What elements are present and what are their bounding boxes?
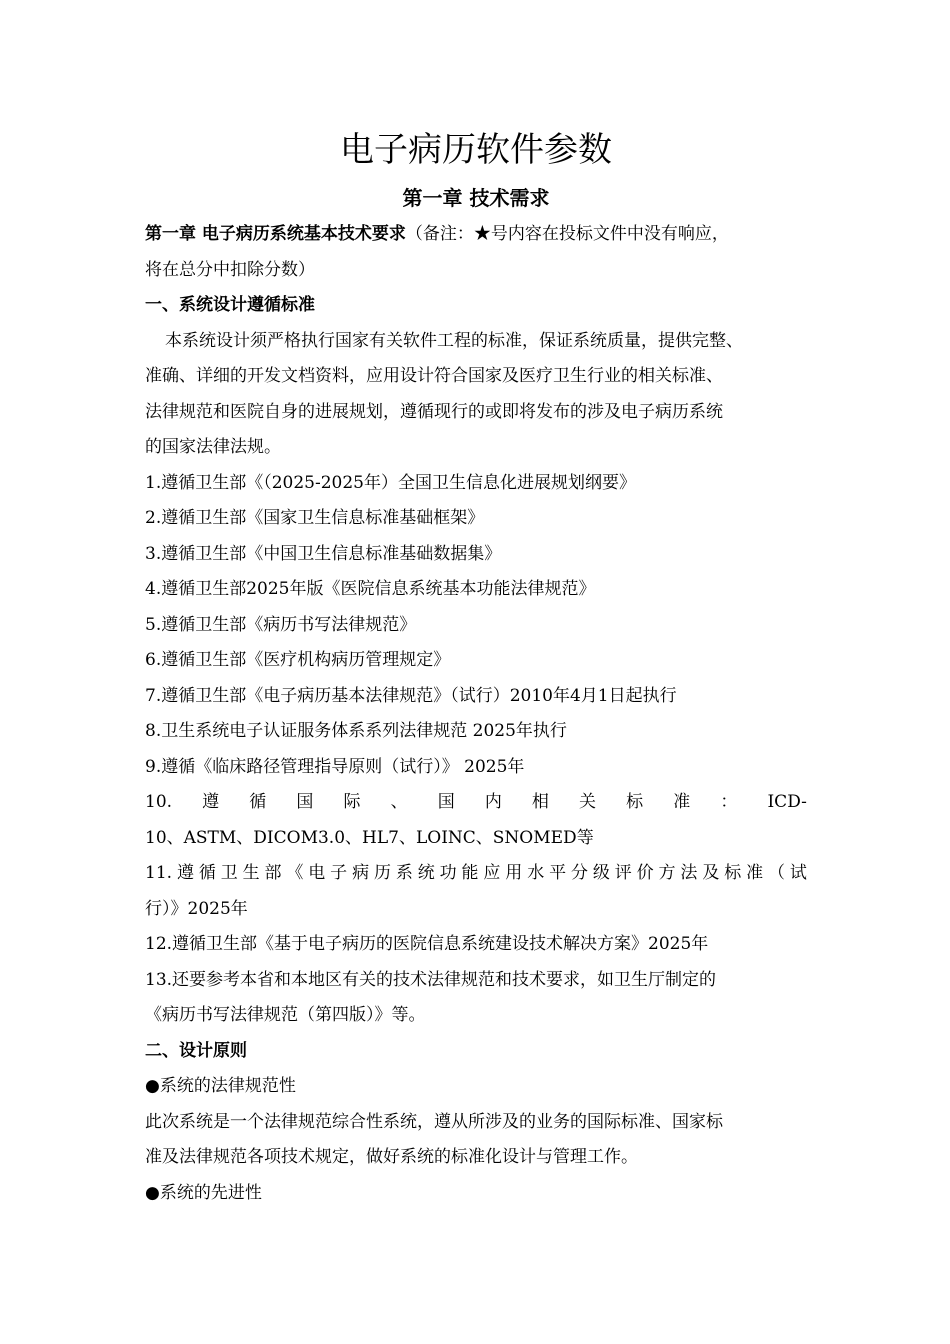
principle-1-title: ●系统的法律规范性 [145,1076,296,1096]
justified-char: 评 [614,863,632,883]
justified-char: 平 [549,863,567,883]
document-title: 电子病历软件参数 [340,130,612,170]
justified-char: 卫 [220,863,238,883]
standard-item-4: 4.遵循卫生部2025年版《医院信息系统基本功能法律规范》 [145,579,596,599]
justified-char: 国 [296,792,314,812]
standard-item-13-line2: 《病历书写法律规范（第四版）》等。 [145,1005,426,1025]
standard-item-5: 5.遵循卫生部《病历书写法律规范》 [145,614,417,635]
standard-item-8: 8.卫生系统电子认证服务体系系列法律规范 2025年执行 [145,721,567,741]
section1-body-line2: 准确、详细的开发文档资料，应用设计符合国家及医疗卫生行业的相关标准、 [145,366,723,386]
justified-char: 相 [531,792,549,812]
intro-paragraph-line2: 将在总分中扣除分数） [145,259,315,280]
principle-1-body-line2: 准及法律规范各项技术规定，做好系统的标准化设计与管理工作。 [145,1147,638,1167]
section2-heading: 二、设计原则 [145,1040,247,1061]
justified-char: ICD- [767,792,807,812]
standard-item-7: 7.遵循卫生部《电子病历基本法律规范》（试行）2010年4月1日起执行 [145,685,677,706]
standard-item-11-line1 [145,856,807,892]
justified-char: 循 [249,792,267,812]
justified-char: 标 [626,792,644,812]
justified-char: 子 [330,863,348,883]
standard-item-10-line2: 10、ASTM、DICOM3.0、HL7、LOINC、SNOMED等 [145,827,594,848]
justified-char: 方 [658,863,676,883]
justified-char: 准 [673,792,691,812]
justified-char: （ [767,863,785,883]
section1-body-line4: 的国家法律法规。 [145,437,281,457]
justified-char: 关 [579,792,597,812]
justified-char: 国 [437,792,455,812]
justified-char: 电 [308,863,326,883]
standard-item-13-line1: 13.还要参考本省和本地区有关的技术法律规范和技术要求，如卫生厅制定的 [145,969,717,990]
justified-char: 标 [724,863,742,883]
justified-char: 遵 [176,863,194,883]
justified-char: 准 [746,863,764,883]
justified-char: 生 [242,863,260,883]
justified-char: 功 [439,863,457,883]
standard-item-12: 12.遵循卫生部《基于电子病历的医院信息系统建设技术解决方案》2025年 [145,934,709,954]
standard-item-2: 2.遵循卫生部《国家卫生信息标准基础框架》 [145,508,485,528]
intro-bold-text: 第一章 电子病历系统基本技术要求 [145,224,406,244]
justified-char: 10. [145,792,173,812]
justified-char: 用 [505,863,523,883]
chapter-heading: 第一章 技术需求 [402,186,550,210]
justified-char: 《 [286,863,304,883]
justified-char: 11. [145,863,173,883]
justified-char: 系 [395,863,413,883]
justified-char: 循 [198,863,216,883]
justified-char: ： [720,792,738,812]
justified-char: 级 [592,863,610,883]
justified-char: 试 [789,863,807,883]
standard-item-9: 9.遵循《临床路径管理指导原则（试行）》 2025年 [145,756,525,777]
justified-char: 能 [461,863,479,883]
justified-char: 历 [373,863,391,883]
justified-char: 内 [484,792,502,812]
justified-char: 、 [390,792,408,812]
standard-item-10-line1 [145,785,807,821]
intro-paragraph-line1 [145,217,807,253]
section1-body-line1: 本系统设计须严格执行国家有关软件工程的标准，保证系统质量，提供完整、 [165,330,743,351]
document-page [145,125,807,1211]
justified-char: 价 [636,863,654,883]
justified-char: 统 [417,863,435,883]
section1-heading: 一、系统设计遵循标准 [145,295,315,315]
justified-char: 水 [527,863,545,883]
section1-body-line3: 法律规范和医院自身的进展规划，遵循现行的或即将发布的涉及电子病历系统 [145,401,723,422]
principle-2-title: ●系统的先进性 [145,1182,262,1203]
justified-char: 应 [483,863,501,883]
justified-char: 遵 [202,792,220,812]
standard-item-1: 1.遵循卫生部《（2025-2025年）全国卫生信息化进展规划纲要》 [145,472,636,493]
standard-item-6: 6.遵循卫生部《医疗机构病历管理规定》 [145,650,451,670]
justified-char: 部 [264,863,282,883]
standard-item-11-line2: 行）》2025年 [145,898,248,919]
justified-char: 病 [352,863,370,883]
standard-item-3: 3.遵循卫生部《中国卫生信息标准基础数据集》 [145,543,502,564]
justified-char: 法 [680,863,698,883]
intro-note-text: （备注：★号内容在投标文件中没有响应， [405,224,729,244]
justified-char: 及 [702,863,720,883]
justified-char: 分 [570,863,588,883]
principle-1-body-line1: 此次系统是一个法律规范综合性系统，遵从所涉及的业务的国际标准、国家标 [145,1111,723,1132]
justified-char: 际 [343,792,361,812]
